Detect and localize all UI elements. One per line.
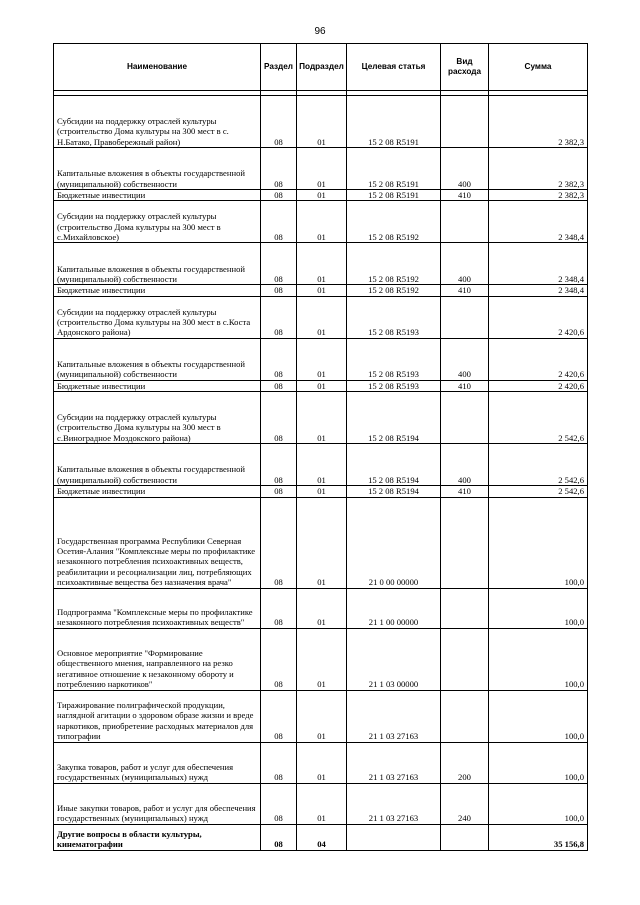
cell-target: 15 2 08 R5194 [347,444,441,486]
cell-section: 08 [261,588,297,628]
cell-section: 08 [261,497,297,588]
table-row [54,588,588,628]
table-row [54,96,588,148]
cell-sum: 2 348,4 [489,285,588,296]
cell-section: 08 [261,243,297,285]
page-number: 96 [314,26,326,37]
table-row [54,444,588,486]
header-subsection: Подраздел [297,44,347,91]
table-row [54,190,588,201]
cell-target: 15 2 08 R5194 [347,392,441,444]
cell-subsection: 01 [297,243,347,285]
table-row [54,338,588,380]
cell-target: 21 1 03 27163 [347,742,441,783]
cell-section: 08 [261,285,297,296]
cell-type [441,690,489,742]
cell-subsection: 01 [297,296,347,338]
cell-section: 08 [261,690,297,742]
table-row [54,296,588,338]
cell-target: 15 2 08 R5191 [347,190,441,201]
cell-subsection: 01 [297,444,347,486]
cell-type: 410 [441,190,489,201]
cell-name: Бюджетные инвестиции [54,285,261,296]
cell-subsection: 01 [297,190,347,201]
cell-type: 410 [441,285,489,296]
cell-subsection: 01 [297,148,347,190]
header-type: Вид расхода [441,44,489,91]
cell-type [441,588,489,628]
table-row [54,201,588,243]
cell-target: 21 1 03 00000 [347,628,441,690]
cell-sum: 100,0 [489,783,588,824]
table-row [54,628,588,690]
cell-subsection: 01 [297,690,347,742]
header-sum: Сумма [489,44,588,91]
cell-subsection: 01 [297,486,347,497]
cell-type: 410 [441,486,489,497]
cell-type [441,201,489,243]
cell-sum: 100,0 [489,628,588,690]
cell-section: 08 [261,824,297,850]
cell-sum: 2 382,3 [489,148,588,190]
cell-name: Другие вопросы в области культуры, кинематографии [54,824,261,850]
cell-name: Основное мероприятие "Формирование общественного мнения, направленного на резко негативное отношение к незаконному обороту и потреблению наркотиков" [54,628,261,690]
cell-type: 400 [441,338,489,380]
cell-target: 15 2 08 R5192 [347,285,441,296]
cell-name: Капитальные вложения в объекты государственной (муниципальной) собственности [54,148,261,190]
cell-name: Бюджетные инвестиции [54,380,261,391]
cell-section: 08 [261,380,297,391]
cell-section: 08 [261,783,297,824]
cell-target: 15 2 08 R5193 [347,296,441,338]
cell-target: 15 2 08 R5192 [347,243,441,285]
cell-name: Субсидии на поддержку отраслей культуры (строительство Дома культуры на 300 мест в с. Н.Батако, Правобережный район) [54,96,261,148]
cell-sum: 2 382,3 [489,96,588,148]
table-row [54,783,588,824]
cell-name: Бюджетные инвестиции [54,190,261,201]
table-row [54,243,588,285]
budget-table [53,43,588,851]
cell-name: Капитальные вложения в объекты государственной (муниципальной) собственности [54,243,261,285]
cell-type [441,296,489,338]
cell-name: Закупка товаров, работ и услуг для обеспечения государственных (муниципальных) нужд [54,742,261,783]
cell-name: Государственная программа Республики Северная Осетия-Алания "Комплексные меры по профилактике незаконного потребления психоактивных веществ, реабилитации и ресоциализации лиц, потребляющих психоактивные вещества без назначения врача" [54,497,261,588]
cell-sum: 100,0 [489,497,588,588]
cell-subsection: 01 [297,497,347,588]
cell-sum: 35 156,8 [489,824,588,850]
cell-sum: 2 542,6 [489,392,588,444]
cell-type [441,628,489,690]
cell-target: 21 1 00 00000 [347,588,441,628]
table-row [54,824,588,850]
cell-section: 08 [261,742,297,783]
cell-subsection: 01 [297,201,347,243]
table-header-row [54,44,588,91]
cell-subsection: 01 [297,96,347,148]
cell-section: 08 [261,201,297,243]
cell-name: Субсидии на поддержку отраслей культуры (строительство Дома культуры на 300 мест в с.Виноградное Моздокского района) [54,392,261,444]
table-row [54,148,588,190]
cell-sum: 2 420,6 [489,380,588,391]
cell-subsection: 01 [297,742,347,783]
cell-sum: 2 348,4 [489,243,588,285]
cell-sum: 100,0 [489,690,588,742]
cell-sum: 2 382,3 [489,190,588,201]
table-row [54,742,588,783]
cell-subsection: 01 [297,628,347,690]
cell-target: 15 2 08 R5193 [347,338,441,380]
cell-type: 400 [441,444,489,486]
cell-section: 08 [261,296,297,338]
header-target: Целевая статья [347,44,441,91]
cell-type: 200 [441,742,489,783]
cell-subsection: 04 [297,824,347,850]
cell-section: 08 [261,190,297,201]
table-row [54,285,588,296]
table-row [54,497,588,588]
cell-name: Тиражирование полиграфической продукции, наглядной агитации о здоровом образе жизни и вреде наркотиков, приобретение расходных материалов для типографии [54,690,261,742]
cell-subsection: 01 [297,380,347,391]
cell-section: 08 [261,628,297,690]
table-body [54,96,588,851]
cell-type: 400 [441,148,489,190]
cell-sum: 2 420,6 [489,338,588,380]
table-row [54,380,588,391]
cell-section: 08 [261,96,297,148]
cell-target: 21 1 03 27163 [347,690,441,742]
cell-section: 08 [261,392,297,444]
cell-subsection: 01 [297,392,347,444]
cell-subsection: 01 [297,338,347,380]
cell-subsection: 01 [297,783,347,824]
cell-sum: 100,0 [489,742,588,783]
cell-sum: 100,0 [489,588,588,628]
cell-section: 08 [261,338,297,380]
cell-sum: 2 542,6 [489,444,588,486]
table-row [54,486,588,497]
cell-type: 400 [441,243,489,285]
cell-type [441,497,489,588]
table-row [54,392,588,444]
cell-subsection: 01 [297,285,347,296]
cell-target: 21 1 03 27163 [347,783,441,824]
cell-type: 410 [441,380,489,391]
cell-target: 15 2 08 R5191 [347,148,441,190]
cell-target: 15 2 08 R5193 [347,380,441,391]
cell-name: Субсидии на поддержку отраслей культуры (строительство Дома культуры на 300 мест в с.Михайловское) [54,201,261,243]
cell-type [441,392,489,444]
cell-type [441,824,489,850]
cell-sum: 2 542,6 [489,486,588,497]
cell-target: 21 0 00 00000 [347,497,441,588]
cell-target [347,824,441,850]
cell-name: Капитальные вложения в объекты государственной (муниципальной) собственности [54,338,261,380]
cell-target: 15 2 08 R5192 [347,201,441,243]
cell-section: 08 [261,486,297,497]
cell-name: Иные закупки товаров, работ и услуг для обеспечения государственных (муниципальных) нужд [54,783,261,824]
cell-name: Субсидии на поддержку отраслей культуры (строительство Дома культуры на 300 мест в с.Коста Ардонского района) [54,296,261,338]
cell-name: Подпрограмма "Комплексные меры по профилактике незаконного потребления психоактивных веществ" [54,588,261,628]
cell-type: 240 [441,783,489,824]
cell-target: 15 2 08 R5191 [347,96,441,148]
cell-sum: 2 348,4 [489,201,588,243]
cell-sum: 2 420,6 [489,296,588,338]
cell-target: 15 2 08 R5194 [347,486,441,497]
table-row [54,690,588,742]
cell-section: 08 [261,148,297,190]
cell-section: 08 [261,444,297,486]
cell-subsection: 01 [297,588,347,628]
cell-name: Капитальные вложения в объекты государственной (муниципальной) собственности [54,444,261,486]
header-section: Раздел [261,44,297,91]
cell-type [441,96,489,148]
header-name: Наименование [54,44,261,91]
cell-name: Бюджетные инвестиции [54,486,261,497]
